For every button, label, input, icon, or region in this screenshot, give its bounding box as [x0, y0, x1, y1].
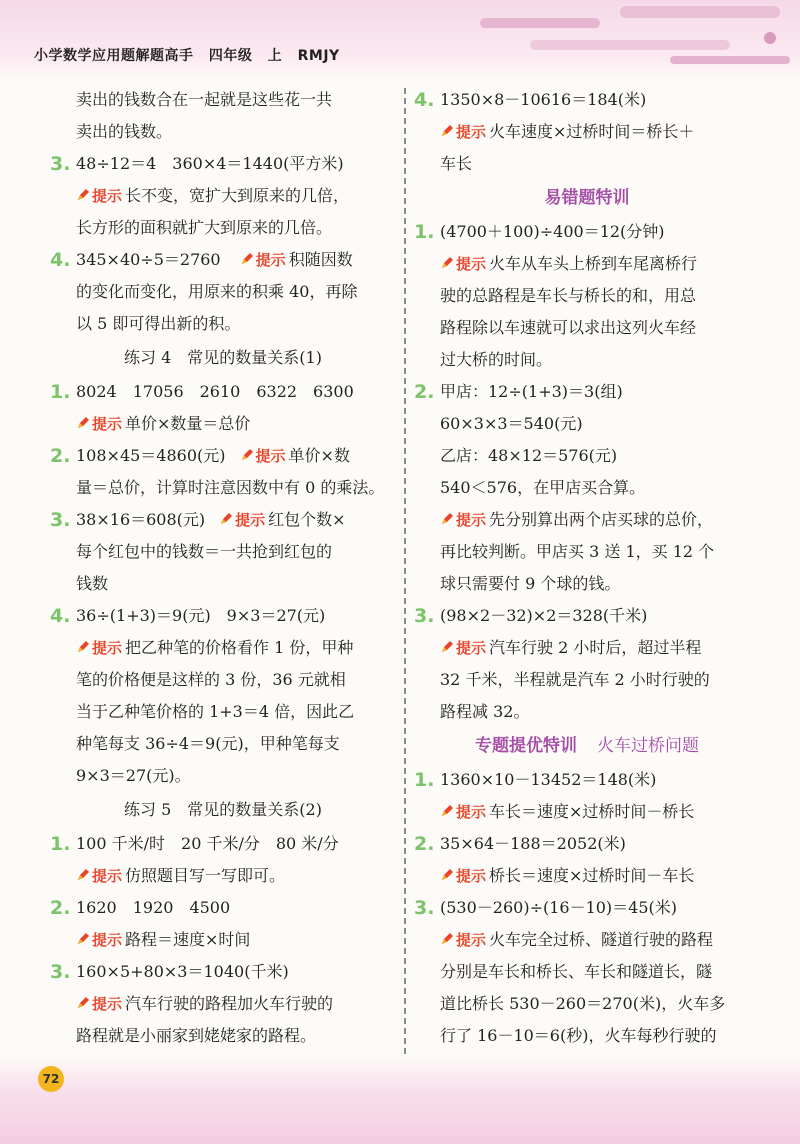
item-number: 3. [414, 897, 435, 919]
answer-item [50, 440, 396, 472]
hint-text: 单价×数 [288, 446, 350, 465]
hint-text: 过大桥的时间。 [440, 350, 553, 369]
hint-label: 提示 [92, 415, 123, 433]
left-column [50, 84, 396, 1052]
hint-text: 路程减 32。 [440, 702, 530, 721]
item-number: 3. [50, 153, 71, 175]
hint-block [414, 860, 760, 892]
column-divider [404, 88, 406, 1054]
hint-label: 提示 [255, 251, 286, 269]
book-title: 小学数学应用题解题高手 [34, 48, 194, 64]
hint-text: 驶的总路程是车长与桥长的和，用总 [440, 286, 697, 305]
page-number: 72 [38, 1066, 64, 1092]
hint-text: 路程就是小丽家到姥姥家的路程。 [76, 1026, 317, 1045]
pencil-icon [76, 188, 90, 202]
answer-text: 345×40÷5＝2760 [76, 250, 221, 269]
pencil-icon [219, 512, 233, 526]
item-number: 4. [50, 249, 71, 271]
item-number: 4. [414, 89, 435, 111]
hint-label: 提示 [456, 931, 487, 949]
hint-text: 长不变，宽扩大到原来的几倍， [125, 186, 350, 205]
item-number: 1. [414, 221, 435, 243]
hint-text: 仿照题目写一写即可。 [125, 866, 286, 885]
hint-block [414, 116, 760, 180]
hint-block [50, 988, 396, 1052]
text-line: 卖出的钱数合在一起就是这些花一共 [76, 90, 333, 109]
pencil-icon [240, 252, 254, 266]
pencil-icon [76, 640, 90, 654]
hint-text: 火车速度×过桥时间＝桥长＋ [489, 122, 695, 141]
answer-item [50, 244, 396, 276]
item-number: 1. [50, 381, 71, 403]
continued-text [50, 84, 396, 148]
hint-label: 提示 [456, 123, 487, 141]
answer-text: 1620 1920 4500 [76, 898, 231, 917]
hint-text: 车长＝速度×过桥时间－桥长 [489, 802, 695, 821]
hint-block [414, 924, 760, 1052]
hint-block [414, 504, 760, 600]
answer-text: 甲店：12÷(1+3)＝3(组) [440, 382, 623, 401]
hint-text: 当于乙种笔价格的 1+3＝4 倍，因此乙 [76, 702, 355, 721]
section-title-main: 专题提优特训 [475, 736, 578, 756]
hint-block [50, 860, 396, 892]
pencil-icon [76, 416, 90, 430]
hint-text: 汽车行驶 2 小时后，超过半程 [489, 638, 702, 657]
hint-block [414, 796, 760, 828]
answer-item [414, 828, 760, 860]
hint-text: 路程＝速度×时间 [125, 930, 251, 949]
hint-text: 把乙种笔的价格看作 1 份，甲种 [125, 638, 354, 657]
hint-block [50, 408, 396, 440]
hint-block [50, 472, 396, 504]
hint-label: 提示 [456, 803, 487, 821]
hint-label: 提示 [92, 995, 123, 1013]
hint-text: 笔的价格便是这样的 3 份，36 元就相 [76, 670, 346, 689]
hint-text: 红包个数× [268, 510, 346, 529]
hint-label: 提示 [255, 447, 286, 465]
hint-block [414, 632, 760, 728]
answer-text: 36÷(1+3)＝9(元) 9×3＝27(元) [76, 606, 326, 625]
answer-item [50, 892, 396, 924]
section-title: 易错题特训 [544, 188, 630, 208]
hint-text: 的变化而变化，用原来的积乘 40，再除 [76, 282, 358, 301]
book-header [34, 45, 350, 65]
right-column [414, 84, 760, 1052]
answer-item [414, 600, 760, 632]
answer-item [50, 504, 396, 536]
answer-text: 35×64－188＝2052(米) [440, 834, 626, 853]
answer-item [414, 216, 760, 248]
answer-text: 108×45＝4860(元) [76, 446, 226, 465]
hint-block [50, 180, 396, 244]
hint-text: 再比较判断。甲店买 3 送 1，买 12 个 [440, 542, 715, 561]
answer-item [50, 148, 396, 180]
answer-item [414, 764, 760, 796]
hint-block [50, 924, 396, 956]
section-subtitle: 火车过桥问题 [596, 736, 699, 756]
pencil-icon [440, 868, 454, 882]
hint-text: 钱数 [76, 574, 109, 593]
answer-item [414, 84, 760, 116]
hint-label: 提示 [456, 867, 487, 885]
answer-text: 38×16＝608(元) [76, 510, 206, 529]
hint-text: 汽车行驶的路程加火车行驶的 [125, 994, 334, 1013]
item-number: 3. [50, 509, 71, 531]
pencil-icon [440, 124, 454, 138]
item-number: 2. [50, 445, 71, 467]
answer-item [50, 600, 396, 632]
item-number: 2. [414, 833, 435, 855]
hint-text: 火车从车头上桥到车尾离桥行 [489, 254, 698, 273]
section-title [414, 728, 760, 764]
answer-text: 8024 17056 2610 6322 6300 [76, 382, 354, 401]
answer-text: 160×5+80×3＝1040(千米) [76, 962, 289, 981]
hint-label: 提示 [92, 639, 123, 657]
item-number: 2. [50, 897, 71, 919]
hint-text: 桥长＝速度×过桥时间－车长 [489, 866, 695, 885]
pencil-icon [440, 804, 454, 818]
hint-text: 9×3＝27(元)。 [76, 766, 191, 785]
hint-text: 积随因数 [288, 250, 353, 269]
hint-label: 提示 [456, 639, 487, 657]
item-number: 1. [50, 833, 71, 855]
answer-text: 60×3×3＝540(元) [440, 414, 583, 433]
answer-item [50, 956, 396, 988]
answer-item [50, 828, 396, 860]
text-line: 卖出的钱数。 [76, 122, 173, 141]
hint-label: 提示 [456, 511, 487, 529]
header-cloud-decoration [470, 0, 800, 80]
pencil-icon [440, 512, 454, 526]
section-title: 练习 4 常见的数量关系(1) [124, 348, 322, 367]
pencil-icon [440, 932, 454, 946]
answer-item [414, 376, 760, 504]
hint-text: 先分别算出两个店买球的总价， [489, 510, 714, 529]
hint-text: 长方形的面积就扩大到原来的几倍。 [76, 218, 333, 237]
answer-text: (98×2－32)×2＝328(千米) [440, 606, 648, 625]
hint-label: 提示 [92, 867, 123, 885]
section-title: 练习 5 常见的数量关系(2) [124, 800, 322, 819]
item-number: 3. [50, 961, 71, 983]
answer-text: 乙店：48×12＝576(元) [440, 446, 618, 465]
hint-text: 单价×数量＝总价 [125, 414, 251, 433]
pencil-icon [76, 932, 90, 946]
hint-text: 种笔每支 36÷4＝9(元)，甲种笔每支 [76, 734, 340, 753]
hint-text: 火车完全过桥、隧道行驶的路程 [489, 930, 714, 949]
hint-text: 量＝总价，计算时注意因数中有 0 的乘法。 [76, 478, 385, 497]
answer-text: 100 千米/时 20 千米/分 80 米/分 [76, 834, 339, 853]
answer-text: 1350×8－10616＝184(米) [440, 90, 647, 109]
term-label: 上 [267, 48, 283, 64]
answer-text: 540＜576，在甲店买合算。 [440, 478, 646, 497]
edition-label: RMJY [297, 48, 340, 64]
item-number: 1. [414, 769, 435, 791]
section-items [50, 828, 396, 1052]
section-items [414, 216, 760, 728]
pencil-icon [440, 256, 454, 270]
answer-item [414, 892, 760, 924]
pencil-icon [240, 448, 254, 462]
hint-block [50, 632, 396, 792]
hint-label: 提示 [92, 187, 123, 205]
pencil-icon [440, 640, 454, 654]
item-number: 2. [414, 381, 435, 403]
hint-label: 提示 [456, 255, 487, 273]
answer-text: 1360×10－13452＝148(米) [440, 770, 657, 789]
answer-text: (4700＋100)÷400＝12(分钟) [440, 222, 665, 241]
section-items [50, 376, 396, 792]
hint-text: 球只需要付 9 个球的钱。 [440, 574, 621, 593]
hint-block [50, 536, 396, 600]
hint-text: 路程除以车速就可以求出这列火车经 [440, 318, 697, 337]
answer-text: 48÷12＝4 360×4＝1440(平方米) [76, 154, 344, 173]
pencil-icon [76, 996, 90, 1010]
footer-band [0, 1056, 800, 1144]
hint-text: 以 5 即可得出新的积。 [76, 314, 241, 333]
hint-text: 行了 16－10＝6(秒)，火车每秒行驶的 [440, 1026, 717, 1045]
hint-text: 车长 [440, 154, 473, 173]
answer-item [50, 376, 396, 408]
hint-label: 提示 [235, 511, 266, 529]
item-number: 4. [50, 605, 71, 627]
grade-label: 四年级 [208, 48, 253, 64]
hint-text: 分别是车长和桥长、车长和隧道长，隧 [440, 962, 713, 981]
hint-text: 道比桥长 530－260＝270(米)，火车多 [440, 994, 726, 1013]
hint-block [50, 276, 396, 340]
pencil-icon [76, 868, 90, 882]
section-items [414, 764, 760, 1052]
hint-block [414, 248, 760, 376]
hint-label: 提示 [92, 931, 123, 949]
hint-text: 每个红包中的钱数＝一共抢到红包的 [76, 542, 333, 561]
answer-text: (530－260)÷(16－10)＝45(米) [440, 898, 678, 917]
item-number: 3. [414, 605, 435, 627]
hint-text: 32 千米，半程就是汽车 2 小时行驶的 [440, 670, 710, 689]
